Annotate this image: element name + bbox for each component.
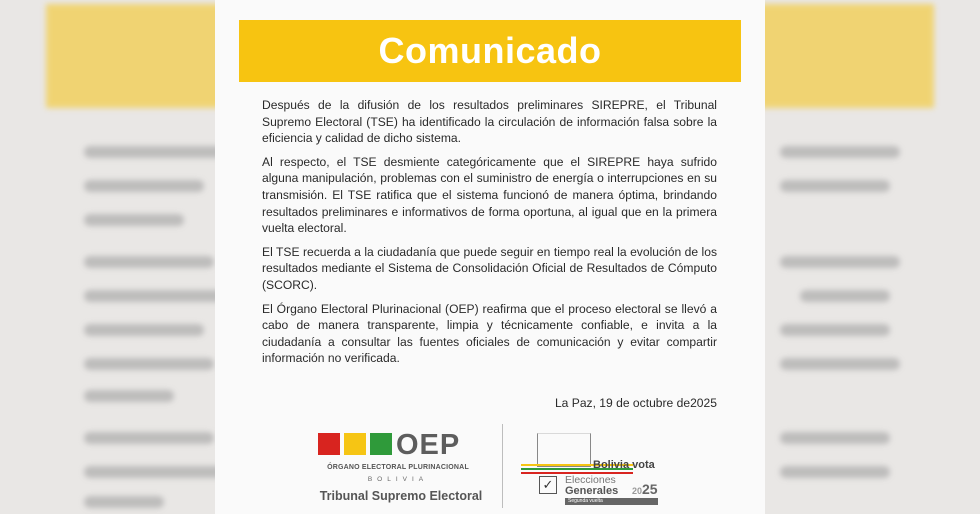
- oep-acronym: OEP: [396, 429, 461, 461]
- page-title: Comunicado: [378, 30, 602, 71]
- communique-document: [215, 0, 765, 514]
- place-date: La Paz, 19 de octubre de2025: [554, 396, 717, 410]
- oep-logo: [318, 429, 488, 508]
- paragraph: El TSE recuerda a la ciudadanía que puede seguir en tiempo real la evolución de los resultados mediante el Sistema de Consolidación Oficial de Resultados de Cómputo (SCORC).: [262, 244, 717, 292]
- ballot-box-icon: [537, 433, 591, 467]
- elecciones-generales-logo: [515, 430, 675, 510]
- paragraph: Al respecto, el TSE desmiente categóricamente que el SIREPRE haya sufrido alguna manipulación, problemas con el suministro de energía o interrupciones en su transmisión. El TSE ratifica que el sistema funcionó de manera óptima, brindando resultados preliminares e informativos de forma oportuna, al igual que en la primera vuelta electoral.: [262, 154, 717, 236]
- title-banner: [239, 20, 741, 82]
- year-suffix: 2025: [632, 481, 658, 497]
- green-square-icon: [370, 433, 392, 455]
- oep-country: BOLIVIA: [367, 476, 429, 483]
- red-square-icon: [318, 433, 340, 455]
- oep-subtitle: Tribunal Supremo Electoral: [319, 489, 483, 503]
- logo-divider: [502, 424, 503, 508]
- oep-full-name: ÓRGANO ELECTORAL PLURINACIONAL: [327, 464, 469, 471]
- elecciones-label: Elecciones: [565, 474, 616, 486]
- yellow-square-icon: [344, 433, 366, 455]
- paragraph: Después de la difusión de los resultados preliminares SIREPRE, el Tribunal Supremo Electoral (TSE) ha identificado la circulación de información falsa sobre la eficiencia y calidad de dicho sistema.: [262, 98, 717, 146]
- checkmark-icon: ✓: [539, 476, 557, 494]
- bolivia-vota-tagline: Bolivia vota: [593, 459, 655, 471]
- segunda-vuelta-label: Segunda vuelta: [565, 498, 658, 505]
- communique-body: [262, 97, 717, 374]
- generales-label: Generales: [565, 485, 619, 497]
- paragraph: El Órgano Electoral Plurinacional (OEP) reafirma que el proceso electoral se llevó a cabo de manera transparente, limpia y técnicamente confiable, e invita a la ciudadanía a consultar las fuentes oficiales de comunicación y evitar compartir información no verificada.: [262, 301, 717, 366]
